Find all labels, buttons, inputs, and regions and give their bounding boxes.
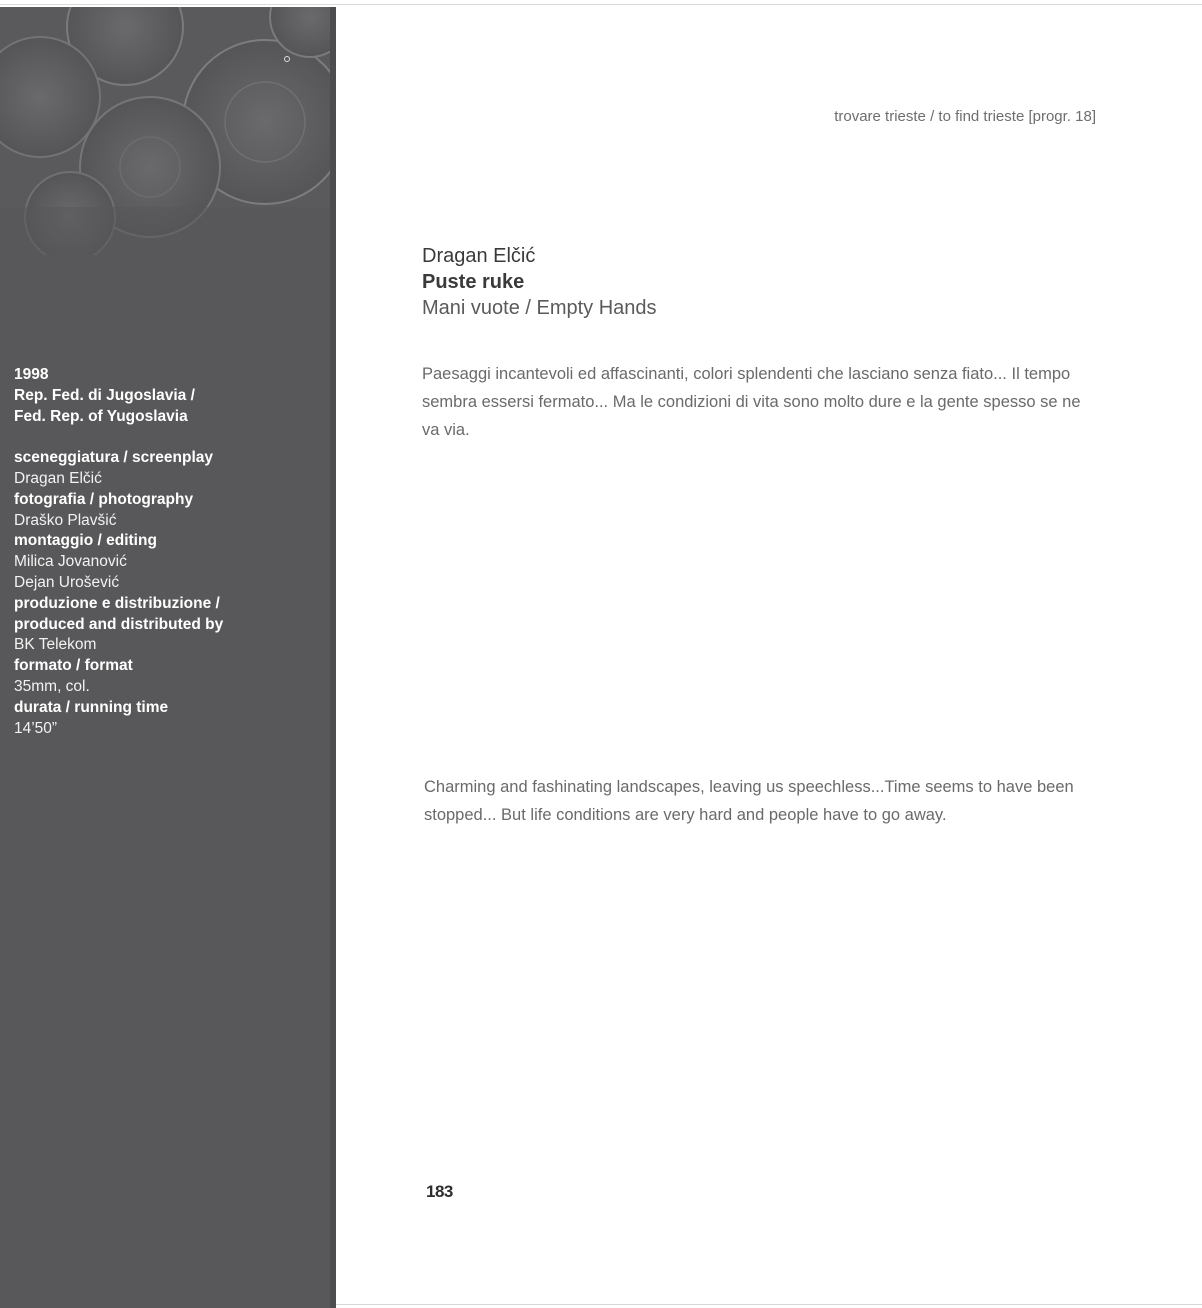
credits-spacer — [14, 427, 314, 448]
credits-block — [14, 365, 314, 739]
credits-year: 1998 — [14, 366, 49, 383]
description-italian: Paesaggi incantevoli ed affascinanti, colori splendenti che lasciano senza fiato... Il tempo sembra essersi fermato... Ma le condizioni di vita sono molto dure e la gente spesso se ne va via. — [422, 365, 1081, 439]
duration-value: 14’50” — [14, 719, 58, 737]
film-title: Puste ruke — [422, 271, 525, 293]
section-reference: trovare trieste / to find trieste [progr. 18] — [834, 108, 1096, 125]
page-number: 183 — [426, 1182, 453, 1201]
credits-sidebar — [0, 7, 336, 1308]
production-label-1: produzione e distribuzione / — [14, 594, 220, 612]
sidebar-decorative-image — [0, 7, 330, 255]
credits-country-en: Fed. Rep. of Yugoslavia — [14, 407, 188, 425]
editing-value-1: Milica Jovanović — [14, 553, 127, 571]
credits-country-it: Rep. Fed. di Jugoslavia / — [14, 386, 195, 404]
top-divider — [0, 4, 1202, 5]
editing-label: montaggio / editing — [14, 532, 157, 550]
production-value: BK Telekom — [14, 636, 97, 654]
screenplay-label: sceneggiatura / screenplay — [14, 449, 214, 467]
film-subtitle: Mani vuote / Empty Hands — [422, 297, 657, 319]
photography-value: Draško Plavšić — [14, 511, 117, 529]
duration-label: durata / running time — [14, 698, 169, 716]
film-author: Dragan Elčić — [422, 245, 536, 267]
photography-label: fotografia / photography — [14, 490, 194, 508]
screenplay-value: Dragan Elčić — [14, 469, 102, 487]
description-english: Charming and fashinating landscapes, leaving us speechless...Time seems to have been stopped... But life conditions are very hard and people have to go away. — [424, 778, 1074, 824]
editing-value-2: Dejan Urošević — [14, 573, 120, 591]
format-label: formato / format — [14, 657, 133, 675]
bottom-divider — [336, 1304, 1202, 1305]
sidebar-edge-strip — [330, 7, 336, 1308]
production-label-2: produced and distributed by — [14, 615, 224, 633]
format-value: 35mm, col. — [14, 677, 90, 695]
coin-texture-graphic — [0, 7, 330, 255]
